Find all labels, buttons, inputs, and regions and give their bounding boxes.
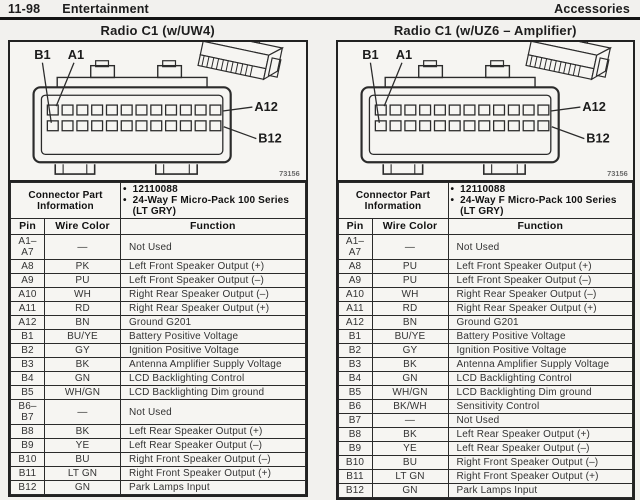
wire-color-cell: PU <box>372 260 448 274</box>
pin-row <box>338 302 633 316</box>
pin-cell: A9 <box>11 274 45 288</box>
wire-color-cell: YE <box>372 442 448 456</box>
pin-row <box>338 386 633 400</box>
bullet-icon: • <box>123 195 127 206</box>
function-cell: Right Rear Speaker Output (–) <box>121 288 306 302</box>
pin-row <box>11 344 306 358</box>
connector-panels <box>0 20 640 500</box>
connector-front-view <box>361 61 558 174</box>
pinout-table-uw4 <box>10 182 306 495</box>
connector-info-row <box>338 183 633 219</box>
function-cell: Antenna Amplifier Supply Voltage <box>121 358 306 372</box>
pin-cell: A11 <box>11 302 45 316</box>
pin-cell: A12 <box>11 316 45 330</box>
pin-label-b1: B1 <box>361 46 379 62</box>
function-cell: Left Front Speaker Output (–) <box>121 274 306 288</box>
pin-row <box>11 386 306 400</box>
wire-color-cell: PU <box>45 274 121 288</box>
page-number: 11-98 <box>8 2 41 16</box>
function-cell: Left Front Speaker Output (–) <box>448 274 633 288</box>
iso-thumbnail <box>526 42 613 82</box>
pin-cell: A10 <box>11 288 45 302</box>
function-cell: Left Rear Speaker Output (–) <box>448 442 633 456</box>
function-cell: Not Used <box>121 400 306 425</box>
connector-info-label: Connector Part Information <box>338 183 448 219</box>
pin-row <box>11 400 306 425</box>
pin-row <box>11 439 306 453</box>
leader-lines <box>42 63 256 139</box>
panel-frame <box>336 40 636 500</box>
pin-row <box>338 330 633 344</box>
connector-diagram <box>338 42 634 182</box>
panel-title: Radio C1 (w/UW4) <box>100 23 215 38</box>
pin-row <box>338 260 633 274</box>
part-number: 12110088 <box>132 184 178 195</box>
wire-color-cell: LT GN <box>45 467 121 481</box>
pin-grid <box>47 105 220 131</box>
wire-color-cell: GN <box>372 372 448 386</box>
figure-number: 73156 <box>279 169 300 179</box>
pin-cell: B9 <box>338 442 372 456</box>
pin-row <box>338 456 633 470</box>
wire-color-cell: BK <box>372 428 448 442</box>
wire-color-cell: LT GN <box>372 470 448 484</box>
function-cell: Right Front Speaker Output (–) <box>448 456 633 470</box>
wire-color-cell: YE <box>45 439 121 453</box>
bullet-icon: • <box>123 184 127 195</box>
col-header-function: Function <box>448 219 633 235</box>
pin-cell: B5 <box>338 386 372 400</box>
wire-color-cell: BK <box>45 425 121 439</box>
pin-row <box>338 442 633 456</box>
function-cell: Left Front Speaker Output (+) <box>121 260 306 274</box>
pin-row <box>338 274 633 288</box>
pin-row <box>11 302 306 316</box>
pin-cell: B2 <box>338 344 372 358</box>
part-number-bullet <box>123 184 303 195</box>
function-cell: Antenna Amplifier Supply Voltage <box>448 358 633 372</box>
pin-cell: B11 <box>338 470 372 484</box>
pin-row <box>338 372 633 386</box>
wire-color-cell: RD <box>372 302 448 316</box>
wire-color-cell: WH <box>45 288 121 302</box>
function-cell: Right Rear Speaker Output (–) <box>448 288 633 302</box>
pin-cell: A9 <box>338 274 372 288</box>
function-cell: Right Front Speaker Output (+) <box>121 467 306 481</box>
pin-cell: A1– A7 <box>11 235 45 260</box>
col-header-pin: Pin <box>338 219 372 235</box>
pin-cell: B5 <box>11 386 45 400</box>
pin-cell: A8 <box>11 260 45 274</box>
pin-cell: B1 <box>11 330 45 344</box>
header-accessories-label: Accessories <box>554 2 630 16</box>
page-header <box>0 0 640 20</box>
connector-type-bullet <box>451 195 631 217</box>
pin-row <box>11 274 306 288</box>
pin-row <box>338 235 633 260</box>
function-cell: Left Rear Speaker Output (+) <box>448 428 633 442</box>
pin-row <box>338 414 633 428</box>
column-header-row <box>11 219 306 235</box>
wire-color-cell: WH <box>372 288 448 302</box>
pin-cell: A1– A7 <box>338 235 372 260</box>
leader-lines <box>370 63 584 139</box>
pin-row <box>338 316 633 330</box>
pin-row <box>338 484 633 498</box>
column-header-row <box>338 219 633 235</box>
wire-color-cell: BK/WH <box>372 400 448 414</box>
pin-cell: B8 <box>338 428 372 442</box>
wire-color-cell: BU <box>45 453 121 467</box>
section-title: Entertainment <box>62 2 149 16</box>
function-cell: Right Rear Speaker Output (+) <box>121 302 306 316</box>
function-cell: Park Lamps Input <box>448 484 633 498</box>
wire-color-cell: — <box>45 400 121 425</box>
connector-diagram-svg <box>338 42 634 180</box>
function-cell: LCD Backlighting Control <box>121 372 306 386</box>
connector-front-view <box>34 61 231 174</box>
function-cell: Left Rear Speaker Output (–) <box>121 439 306 453</box>
connector-info-row <box>11 183 306 219</box>
pin-cell: A8 <box>338 260 372 274</box>
function-cell: Not Used <box>448 414 633 428</box>
connector-info-label: Connector Part Information <box>11 183 121 219</box>
pin-cell: B2 <box>11 344 45 358</box>
panel-radio-c1-uw4 <box>8 21 308 500</box>
pin-row <box>11 481 306 495</box>
bullet-icon: • <box>450 184 455 195</box>
pin-row <box>338 288 633 302</box>
function-cell: Not Used <box>121 235 306 260</box>
col-header-wire-color: Wire Color <box>372 219 448 235</box>
wire-color-cell: GN <box>45 372 121 386</box>
pin-cell: B6 <box>338 400 372 414</box>
connector-type: 24-Way F Micro-Pack 100 Series (LT GRY) <box>132 195 290 217</box>
wire-color-cell: BU <box>372 456 448 470</box>
function-cell: Ignition Positive Voltage <box>448 344 633 358</box>
pinout-table-uz6 <box>338 182 634 498</box>
pin-label-a1: A1 <box>67 46 85 62</box>
pin-row <box>11 358 306 372</box>
pin-cell: B11 <box>11 467 45 481</box>
pin-row <box>11 316 306 330</box>
wire-color-cell: — <box>45 235 121 260</box>
connector-type: 24-Way F Micro-Pack 100 Series (LT GRY) <box>460 195 617 217</box>
pin-row <box>338 400 633 414</box>
wire-color-cell: BN <box>45 316 121 330</box>
pin-rows <box>338 235 633 498</box>
pin-cell: A10 <box>338 288 372 302</box>
part-number-bullet <box>451 184 631 195</box>
pin-cell: B1 <box>338 330 372 344</box>
pin-cell: B10 <box>338 456 372 470</box>
function-cell: Not Used <box>448 235 633 260</box>
function-cell: Battery Positive Voltage <box>121 330 306 344</box>
wire-color-cell: GN <box>372 484 448 498</box>
pin-cell: B8 <box>11 425 45 439</box>
function-cell: LCD Backlighting Dim ground <box>121 386 306 400</box>
pin-row <box>11 467 306 481</box>
pin-row <box>11 330 306 344</box>
connector-diagram-svg <box>10 42 306 180</box>
wire-color-cell: BN <box>372 316 448 330</box>
pin-row <box>11 288 306 302</box>
part-number: 12110088 <box>460 184 506 195</box>
pin-cell: B12 <box>338 484 372 498</box>
function-cell: LCD Backlighting Dim ground <box>448 386 633 400</box>
col-header-wire-color: Wire Color <box>45 219 121 235</box>
connector-diagram <box>10 42 306 182</box>
connector-info-values <box>121 183 306 219</box>
wire-color-cell: — <box>372 414 448 428</box>
pin-cell: B7 <box>338 414 372 428</box>
pin-cell: B4 <box>11 372 45 386</box>
wire-color-cell: WH/GN <box>372 386 448 400</box>
panel-title: Radio C1 (w/UZ6 – Amplifier) <box>393 23 577 38</box>
wire-color-cell: GY <box>372 344 448 358</box>
wire-color-cell: BK <box>372 358 448 372</box>
pin-cell: B3 <box>11 358 45 372</box>
pin-label-a12: A12 <box>581 99 606 114</box>
pin-grid <box>375 105 548 131</box>
pin-cell: B6– B7 <box>11 400 45 425</box>
pin-row <box>338 470 633 484</box>
pin-row <box>11 260 306 274</box>
function-cell: Left Front Speaker Output (+) <box>448 260 633 274</box>
pin-cell: B4 <box>338 372 372 386</box>
pin-cell: B9 <box>11 439 45 453</box>
pin-label-b12: B12 <box>258 130 282 146</box>
pin-row <box>11 425 306 439</box>
function-cell: Park Lamps Input <box>121 481 306 495</box>
function-cell: Sensitivity Control <box>448 400 633 414</box>
figure-number: 73156 <box>606 169 628 179</box>
bullet-icon: • <box>450 195 455 206</box>
connector-info-values <box>448 183 633 219</box>
wire-color-cell: PK <box>45 260 121 274</box>
pin-cell: A11 <box>338 302 372 316</box>
function-cell: Right Front Speaker Output (+) <box>448 470 633 484</box>
panel-frame <box>8 40 308 497</box>
pin-rows <box>11 235 306 495</box>
pin-row <box>11 372 306 386</box>
col-header-pin: Pin <box>11 219 45 235</box>
pin-cell: A12 <box>338 316 372 330</box>
function-cell: Left Rear Speaker Output (+) <box>121 425 306 439</box>
wire-color-cell: BU/YE <box>372 330 448 344</box>
function-cell: Ground G201 <box>121 316 306 330</box>
function-cell: Ignition Positive Voltage <box>121 344 306 358</box>
connector-type-bullet <box>123 195 303 217</box>
wire-color-cell: PU <box>372 274 448 288</box>
pin-row <box>11 235 306 260</box>
pin-row <box>11 453 306 467</box>
col-header-function: Function <box>121 219 306 235</box>
panel-radio-c1-uz6 <box>336 21 636 500</box>
pin-label-a12: A12 <box>254 99 278 114</box>
wire-color-cell: BU/YE <box>45 330 121 344</box>
wire-color-cell: GN <box>45 481 121 495</box>
wire-color-cell: WH/GN <box>45 386 121 400</box>
wire-color-cell: RD <box>45 302 121 316</box>
pin-cell: B12 <box>11 481 45 495</box>
pin-cell: B10 <box>11 453 45 467</box>
iso-thumbnail <box>198 42 285 82</box>
pin-cell: B3 <box>338 358 372 372</box>
function-cell: LCD Backlighting Control <box>448 372 633 386</box>
function-cell: Ground G201 <box>448 316 633 330</box>
wire-color-cell: GY <box>45 344 121 358</box>
wire-color-cell: — <box>372 235 448 260</box>
pin-row <box>338 344 633 358</box>
pin-row <box>338 428 633 442</box>
pin-label-b1: B1 <box>34 46 51 62</box>
function-cell: Right Rear Speaker Output (+) <box>448 302 633 316</box>
function-cell: Right Front Speaker Output (–) <box>121 453 306 467</box>
pin-row <box>338 358 633 372</box>
function-cell: Battery Positive Voltage <box>448 330 633 344</box>
pin-label-a1: A1 <box>395 46 412 62</box>
wire-color-cell: BK <box>45 358 121 372</box>
pin-label-b12: B12 <box>585 130 610 146</box>
